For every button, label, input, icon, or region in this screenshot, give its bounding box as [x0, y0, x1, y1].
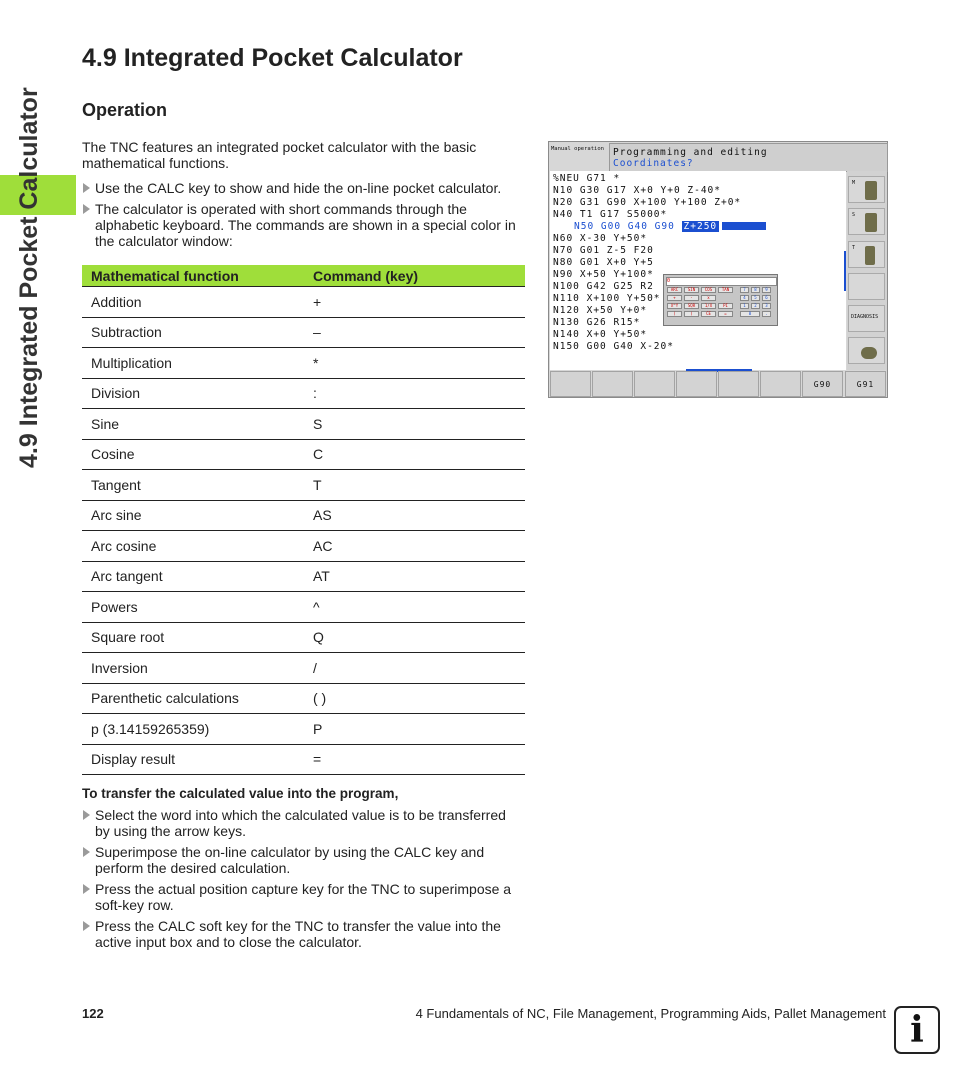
calc-key[interactable]: ARC: [667, 287, 682, 293]
bullet-item: Press the actual position capture key for the TNC to superimpose a soft-key row.: [82, 881, 524, 913]
softkey-3[interactable]: [634, 371, 675, 397]
oval-icon: [861, 347, 877, 359]
side-key-empty[interactable]: [848, 273, 885, 300]
program-line: N100 G42 G25 R2: [553, 281, 654, 292]
cell-function: Sine: [82, 409, 304, 440]
cell-function: Cosine: [82, 439, 304, 470]
cell-function: Multiplication: [82, 348, 304, 379]
bullet-item: Superimpose the on-line calculator by using the CALC key and perform the desired calculation.: [82, 844, 524, 876]
table-row: [82, 409, 525, 440]
side-key-label: M: [852, 180, 856, 186]
table-row: [82, 348, 525, 379]
cell-command: AC: [304, 531, 525, 562]
calc-key[interactable]: CE: [701, 311, 716, 317]
table-row: [82, 561, 525, 592]
softkey-g91[interactable]: G91: [845, 371, 886, 397]
calc-key[interactable]: SQR: [684, 303, 699, 309]
cell-command: –: [304, 317, 525, 348]
cell-command: AS: [304, 500, 525, 531]
calc-key[interactable]: COS: [701, 287, 716, 293]
bullet-item: Select the word into which the calculated value is to be transferred by using the arrow keys.: [82, 807, 524, 839]
calc-key[interactable]: 1: [740, 303, 749, 309]
calc-key[interactable]: 5: [751, 295, 760, 301]
calc-key[interactable]: 1/X: [701, 303, 716, 309]
program-line: N150 G00 G40 X-20*: [553, 341, 674, 352]
table-row: [82, 592, 525, 623]
cell-function: Arc tangent: [82, 561, 304, 592]
vertical-softkey-bar: [847, 171, 887, 370]
table-row: [82, 500, 525, 531]
screen-header: [609, 143, 888, 172]
cell-function: Arc cosine: [82, 531, 304, 562]
calc-key[interactable]: PI: [718, 303, 733, 309]
selected-word: Z+250: [683, 221, 718, 232]
bullet-item: Press the CALC soft key for the TNC to transfer the value into the active input box and to close the calculator.: [82, 918, 524, 950]
side-key-label: T: [852, 245, 856, 251]
cell-command: Q: [304, 622, 525, 653]
cell-function: Inversion: [82, 653, 304, 684]
cell-function: Division: [82, 378, 304, 409]
side-chapter-title: [13, 28, 61, 468]
cell-function: Arc sine: [82, 500, 304, 531]
cell-function: Display result: [82, 744, 304, 775]
cell-command: +: [304, 287, 525, 318]
program-line: N120 X+50 Y+0*: [553, 305, 648, 316]
table-row: [82, 744, 525, 775]
softkey-6[interactable]: [760, 371, 801, 397]
cell-command: C: [304, 439, 525, 470]
softkey-2[interactable]: [592, 371, 633, 397]
cell-command: ( ): [304, 683, 525, 714]
table-row: [82, 531, 525, 562]
program-window: [550, 171, 846, 370]
softkey-1[interactable]: [550, 371, 591, 397]
table-row: [82, 378, 525, 409]
pocket-calculator: [663, 274, 778, 326]
calc-key[interactable]: -: [684, 295, 699, 301]
calc-key[interactable]: .: [762, 311, 771, 317]
softkey-5[interactable]: [718, 371, 759, 397]
screen-mode-label: Manual operation: [551, 146, 604, 152]
scroll-indicator: [844, 251, 846, 291]
section-title: Operation: [82, 100, 168, 120]
calc-key[interactable]: 6: [762, 295, 771, 301]
table-row: [82, 287, 525, 318]
program-line: N70 G01 Z-5 F20: [553, 245, 654, 256]
header-function: Mathematical function: [82, 265, 304, 287]
side-key-label: DIAGNOSIS: [851, 314, 879, 320]
calc-key[interactable]: =: [718, 311, 733, 317]
calc-key[interactable]: 9: [762, 287, 771, 293]
calc-key[interactable]: x: [701, 295, 716, 301]
program-line: N140 X+0 Y+50*: [553, 329, 648, 340]
program-line-active-text: N50 G00 G40 G90: [574, 221, 675, 232]
cell-function: Tangent: [82, 470, 304, 501]
spindle-icon: [865, 181, 877, 200]
table-row: [82, 470, 525, 501]
cell-command: AT: [304, 561, 525, 592]
program-line: N10 G30 G17 X+0 Y+0 Z-40*: [553, 185, 721, 196]
program-line: N40 T1 G17 S5000*: [553, 209, 668, 220]
cell-command: T: [304, 470, 525, 501]
program-line: N90 X+50 Y+100*: [553, 269, 654, 280]
info-icon: [894, 1006, 940, 1054]
cell-command: ^: [304, 592, 525, 623]
bullet-item: Use the CALC key to show and hide the on-line pocket calculator.: [82, 180, 524, 196]
cell-command: :: [304, 378, 525, 409]
side-chapter-title-text: 4.9 Integrated Pocket Calculator: [15, 87, 43, 468]
cell-function: Square root: [82, 622, 304, 653]
program-line: N80 G01 X+0 Y+5: [553, 257, 654, 268]
table-row: [82, 653, 525, 684]
program-line: N20 G31 G90 X+100 Y+100 Z+0*: [553, 197, 742, 208]
cell-command: *: [304, 348, 525, 379]
page-title: 4.9 Integrated Pocket Calculator: [82, 44, 463, 72]
info-icon-glyph: i: [910, 1009, 924, 1051]
function-table: [82, 265, 525, 775]
cell-command: S: [304, 409, 525, 440]
cell-command: /: [304, 653, 525, 684]
screen-header-line1: Programming and editing: [613, 147, 768, 158]
program-line: %NEU G71 *: [553, 173, 621, 184]
side-key-label: S: [852, 212, 856, 218]
transfer-heading: To transfer the calculated value into the program,: [82, 786, 399, 801]
cell-function: p (3.14159265359): [82, 714, 304, 745]
calc-key[interactable]: +: [667, 295, 682, 301]
bullet-item: The calculator is operated with short commands through the alphabetic keyboard. The commands are shown in a special color in the calculator window:: [82, 201, 524, 249]
program-line: N110 X+100 Y+50*: [553, 293, 661, 304]
calc-key[interactable]: 2: [751, 303, 760, 309]
cell-function: Powers: [82, 592, 304, 623]
table-row: [82, 622, 525, 653]
calc-key[interactable]: 3: [762, 303, 771, 309]
table-row: [82, 714, 525, 745]
input-cursor-bar: [722, 222, 766, 230]
calc-key[interactable]: SIN: [684, 287, 699, 293]
header-command: Command (key): [304, 265, 525, 287]
calc-key[interactable]: 0: [740, 311, 760, 317]
tool-icon: [865, 213, 877, 232]
intro-paragraph: The TNC features an integrated pocket calculator with the basic mathematical functions.: [82, 139, 477, 171]
cell-function: Addition: [82, 287, 304, 318]
calc-key[interactable]: 4: [740, 295, 749, 301]
program-line: N60 X-30 Y+50*: [553, 233, 648, 244]
tnc-screen: [548, 141, 888, 398]
calc-key[interactable]: X^Y: [667, 303, 682, 309]
table-row: [82, 317, 525, 348]
calc-key[interactable]: 7: [740, 287, 749, 293]
calc-key[interactable]: TAN: [718, 287, 733, 293]
table-row: [82, 439, 525, 470]
side-key-empty[interactable]: [848, 337, 885, 364]
calculator-display: 0: [666, 277, 777, 286]
calc-key[interactable]: ): [684, 311, 699, 317]
tool-change-icon: [865, 246, 875, 265]
program-line-active: [574, 221, 766, 232]
side-key-s[interactable]: [848, 208, 885, 235]
footer-chapter-title: 4 Fundamentals of NC, File Management, Programming Aids, Pallet Management: [415, 1006, 886, 1021]
side-key-m[interactable]: [848, 176, 885, 203]
calc-key[interactable]: (: [667, 311, 682, 317]
side-key-diagnosis[interactable]: [848, 305, 885, 332]
softkey-4[interactable]: [676, 371, 717, 397]
side-key-t[interactable]: [848, 241, 885, 268]
page-number: 122: [82, 1006, 104, 1021]
cell-command: =: [304, 744, 525, 775]
cell-function: Subtraction: [82, 317, 304, 348]
softkey-row: [550, 371, 887, 397]
calc-key[interactable]: 8: [751, 287, 760, 293]
program-line: N130 G26 R15*: [553, 317, 641, 328]
softkey-g90[interactable]: G90: [802, 371, 843, 397]
cell-command: P: [304, 714, 525, 745]
table-header-row: [82, 265, 525, 287]
screen-header-line2: Coordinates?: [613, 158, 694, 169]
cell-function: Parenthetic calculations: [82, 683, 304, 714]
table-row: [82, 683, 525, 714]
